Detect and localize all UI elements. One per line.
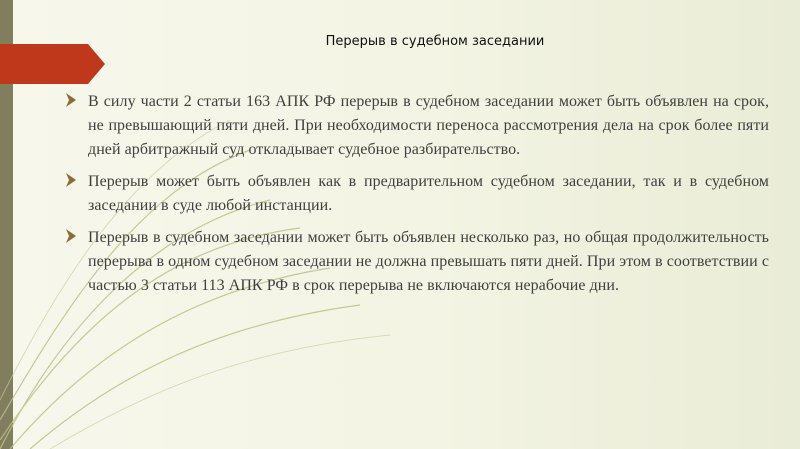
list-item [66, 226, 769, 298]
list-item [66, 170, 769, 218]
red-banner-shape [0, 44, 105, 84]
bullet-text: В силу части 2 статьи 163 АПК РФ перерыв в судебном заседании может быть объявлен на срок, не превышающий пяти дней. При необходимости переноса рассмотрения дела на срок более пяти дней арбитражный суд откладывает судебное разбирательство. [88, 93, 769, 158]
bullet-text: Перерыв может быть объявлен как в предварительном судебном заседании, так и в судебном заседании в суде любой инстанции. [88, 173, 769, 214]
bullet-text: Перерыв в судебном заседании может быть объявлен несколько раз, но общая продолжительность перерыва в одном судебном заседании не должна превышать пяти дней. При этом в соответствии с частью 3 статьи 113 АПК РФ в срок перерыва не включаются нерабочие дни. [88, 229, 769, 294]
content-list [66, 90, 769, 306]
bullet-arrow-icon [66, 93, 76, 107]
list-item [66, 90, 769, 162]
bullet-arrow-icon [66, 173, 76, 187]
slide-title: Перерыв в судебном заседании [325, 34, 545, 49]
bullet-arrow-icon [66, 229, 76, 243]
